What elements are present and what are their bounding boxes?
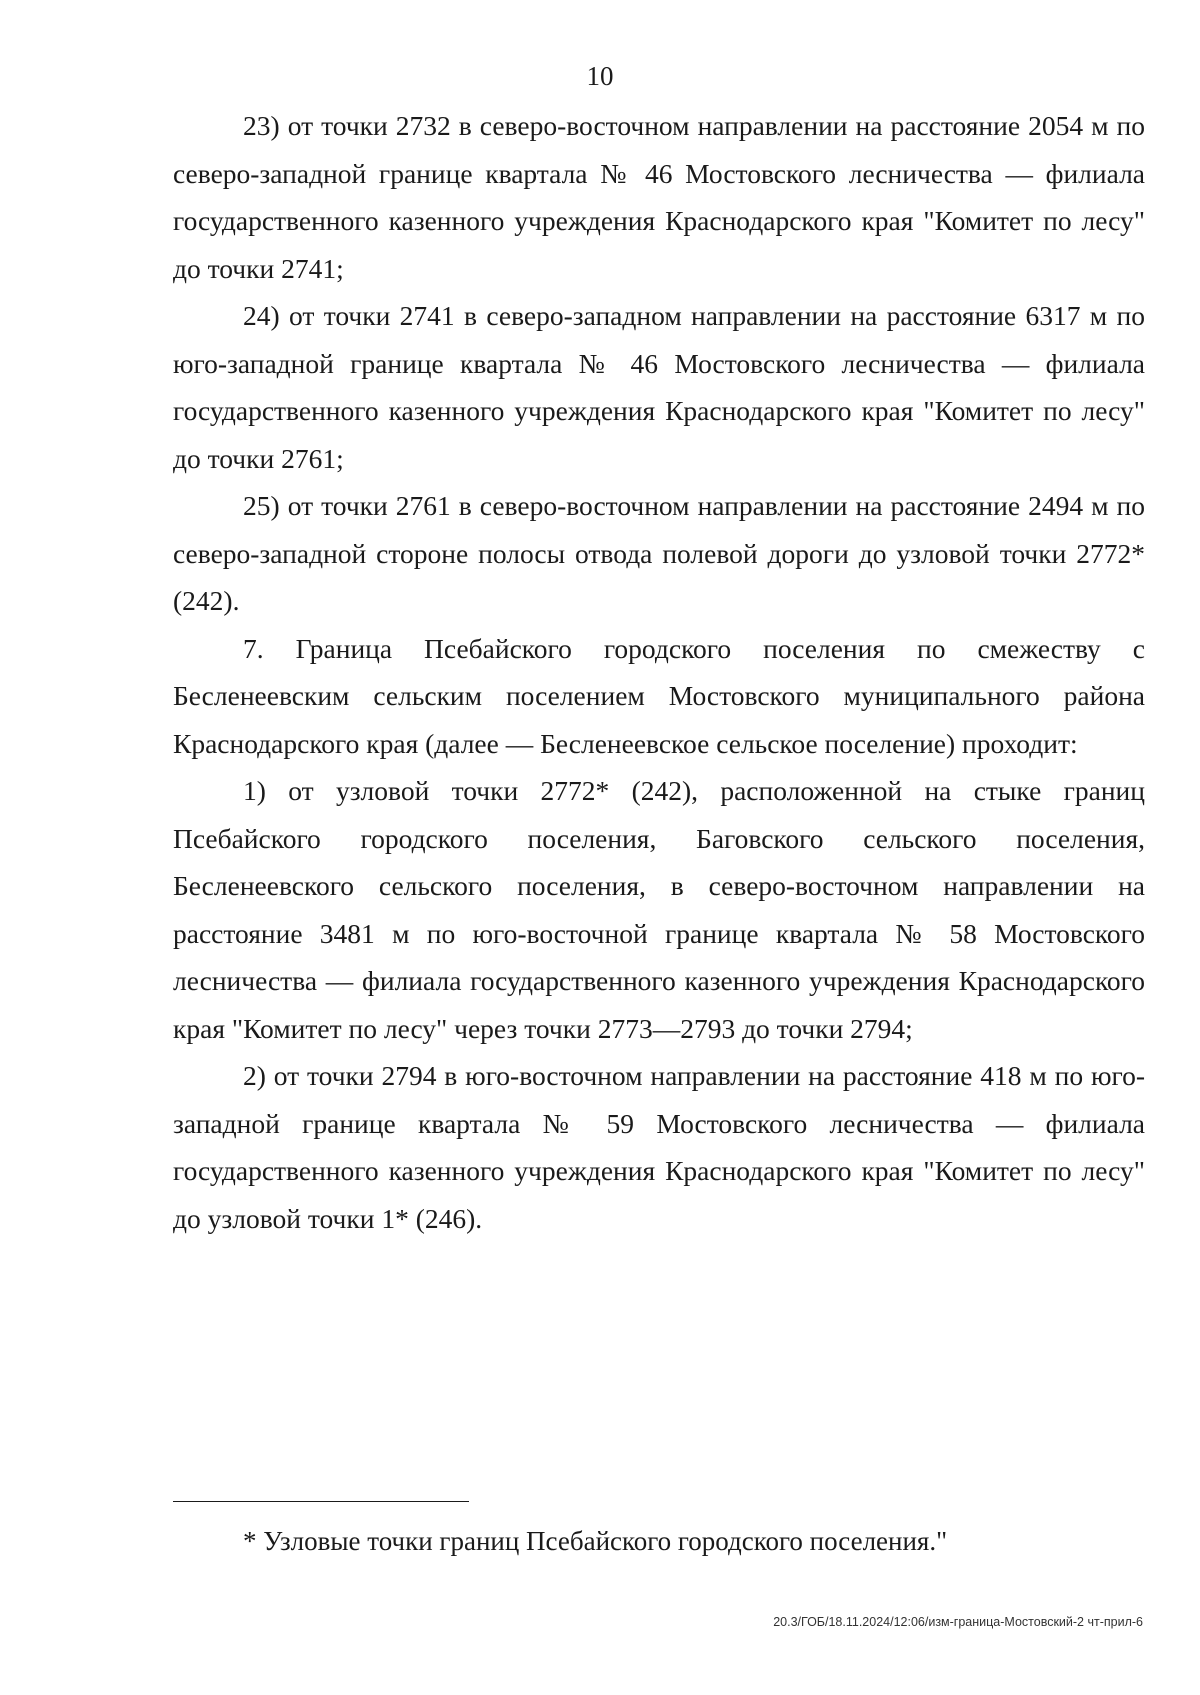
document-body: [173, 102, 1145, 1242]
paragraph-7-2: 2) от точки 2794 в юго-восточном направлении на расстояние 418 м по юго-западной границе квартала № 59 Мостовского лесничества — филиала государственного казенного учреждения Краснодарского края "Комитет по лесу" до узловой точки 1* (246).: [173, 1060, 1145, 1234]
document-code: 20.3/ГОБ/18.11.2024/12:06/изм-граница-Мостовский-2 чт-прил-6: [773, 1615, 1143, 1629]
page-number: 10: [586, 61, 614, 91]
paragraph-24: 24) от точки 2741 в северо-западном направлении на расстояние 6317 м по юго-западной границе квартала № 46 Мостовского лесничества — филиала государственного казенного учреждения Краснодарского края "Комитет по лесу" до точки 2761;: [173, 300, 1145, 474]
paragraph-23: 23) от точки 2732 в северо-восточном направлении на расстояние 2054 м по северо-западной границе квартала № 46 Мостовского лесничества — филиала государственного казенного учреждения Краснодарского края "Комитет по лесу" до точки 2741;: [173, 110, 1145, 284]
footnote: * Узловые точки границ Псебайского городского поселения.": [243, 1526, 948, 1556]
paragraph-section-7: 7. Граница Псебайского городского поселения по смежеству с Бесленеевским сельским поселением Мостовского муниципального района Краснодарского края (далее — Бесленеевское сельское поселение) проходит:: [173, 632, 1145, 759]
paragraph-7-1: 1) от узловой точки 2772* (242), расположенной на стыке границ Псебайского городского поселения, Баговского сельского поселения, Бесленеевского сельского поселения, в северо-восточном направлении на расстояние 3481 м по юго-восточной границе квартала № 58 Мостовского лесничества — филиала государственного казенного учреждения Краснодарского края "Комитет по лесу" через точки 2773—2793 до точки 2794;: [173, 775, 1145, 1044]
footnote-separator: [173, 1501, 469, 1502]
paragraph-25: 25) от точки 2761 в северо-восточном направлении на расстояние 2494 м по северо-западной стороне полосы отвода полевой дороги до узловой точки 2772* (242).: [173, 490, 1145, 616]
